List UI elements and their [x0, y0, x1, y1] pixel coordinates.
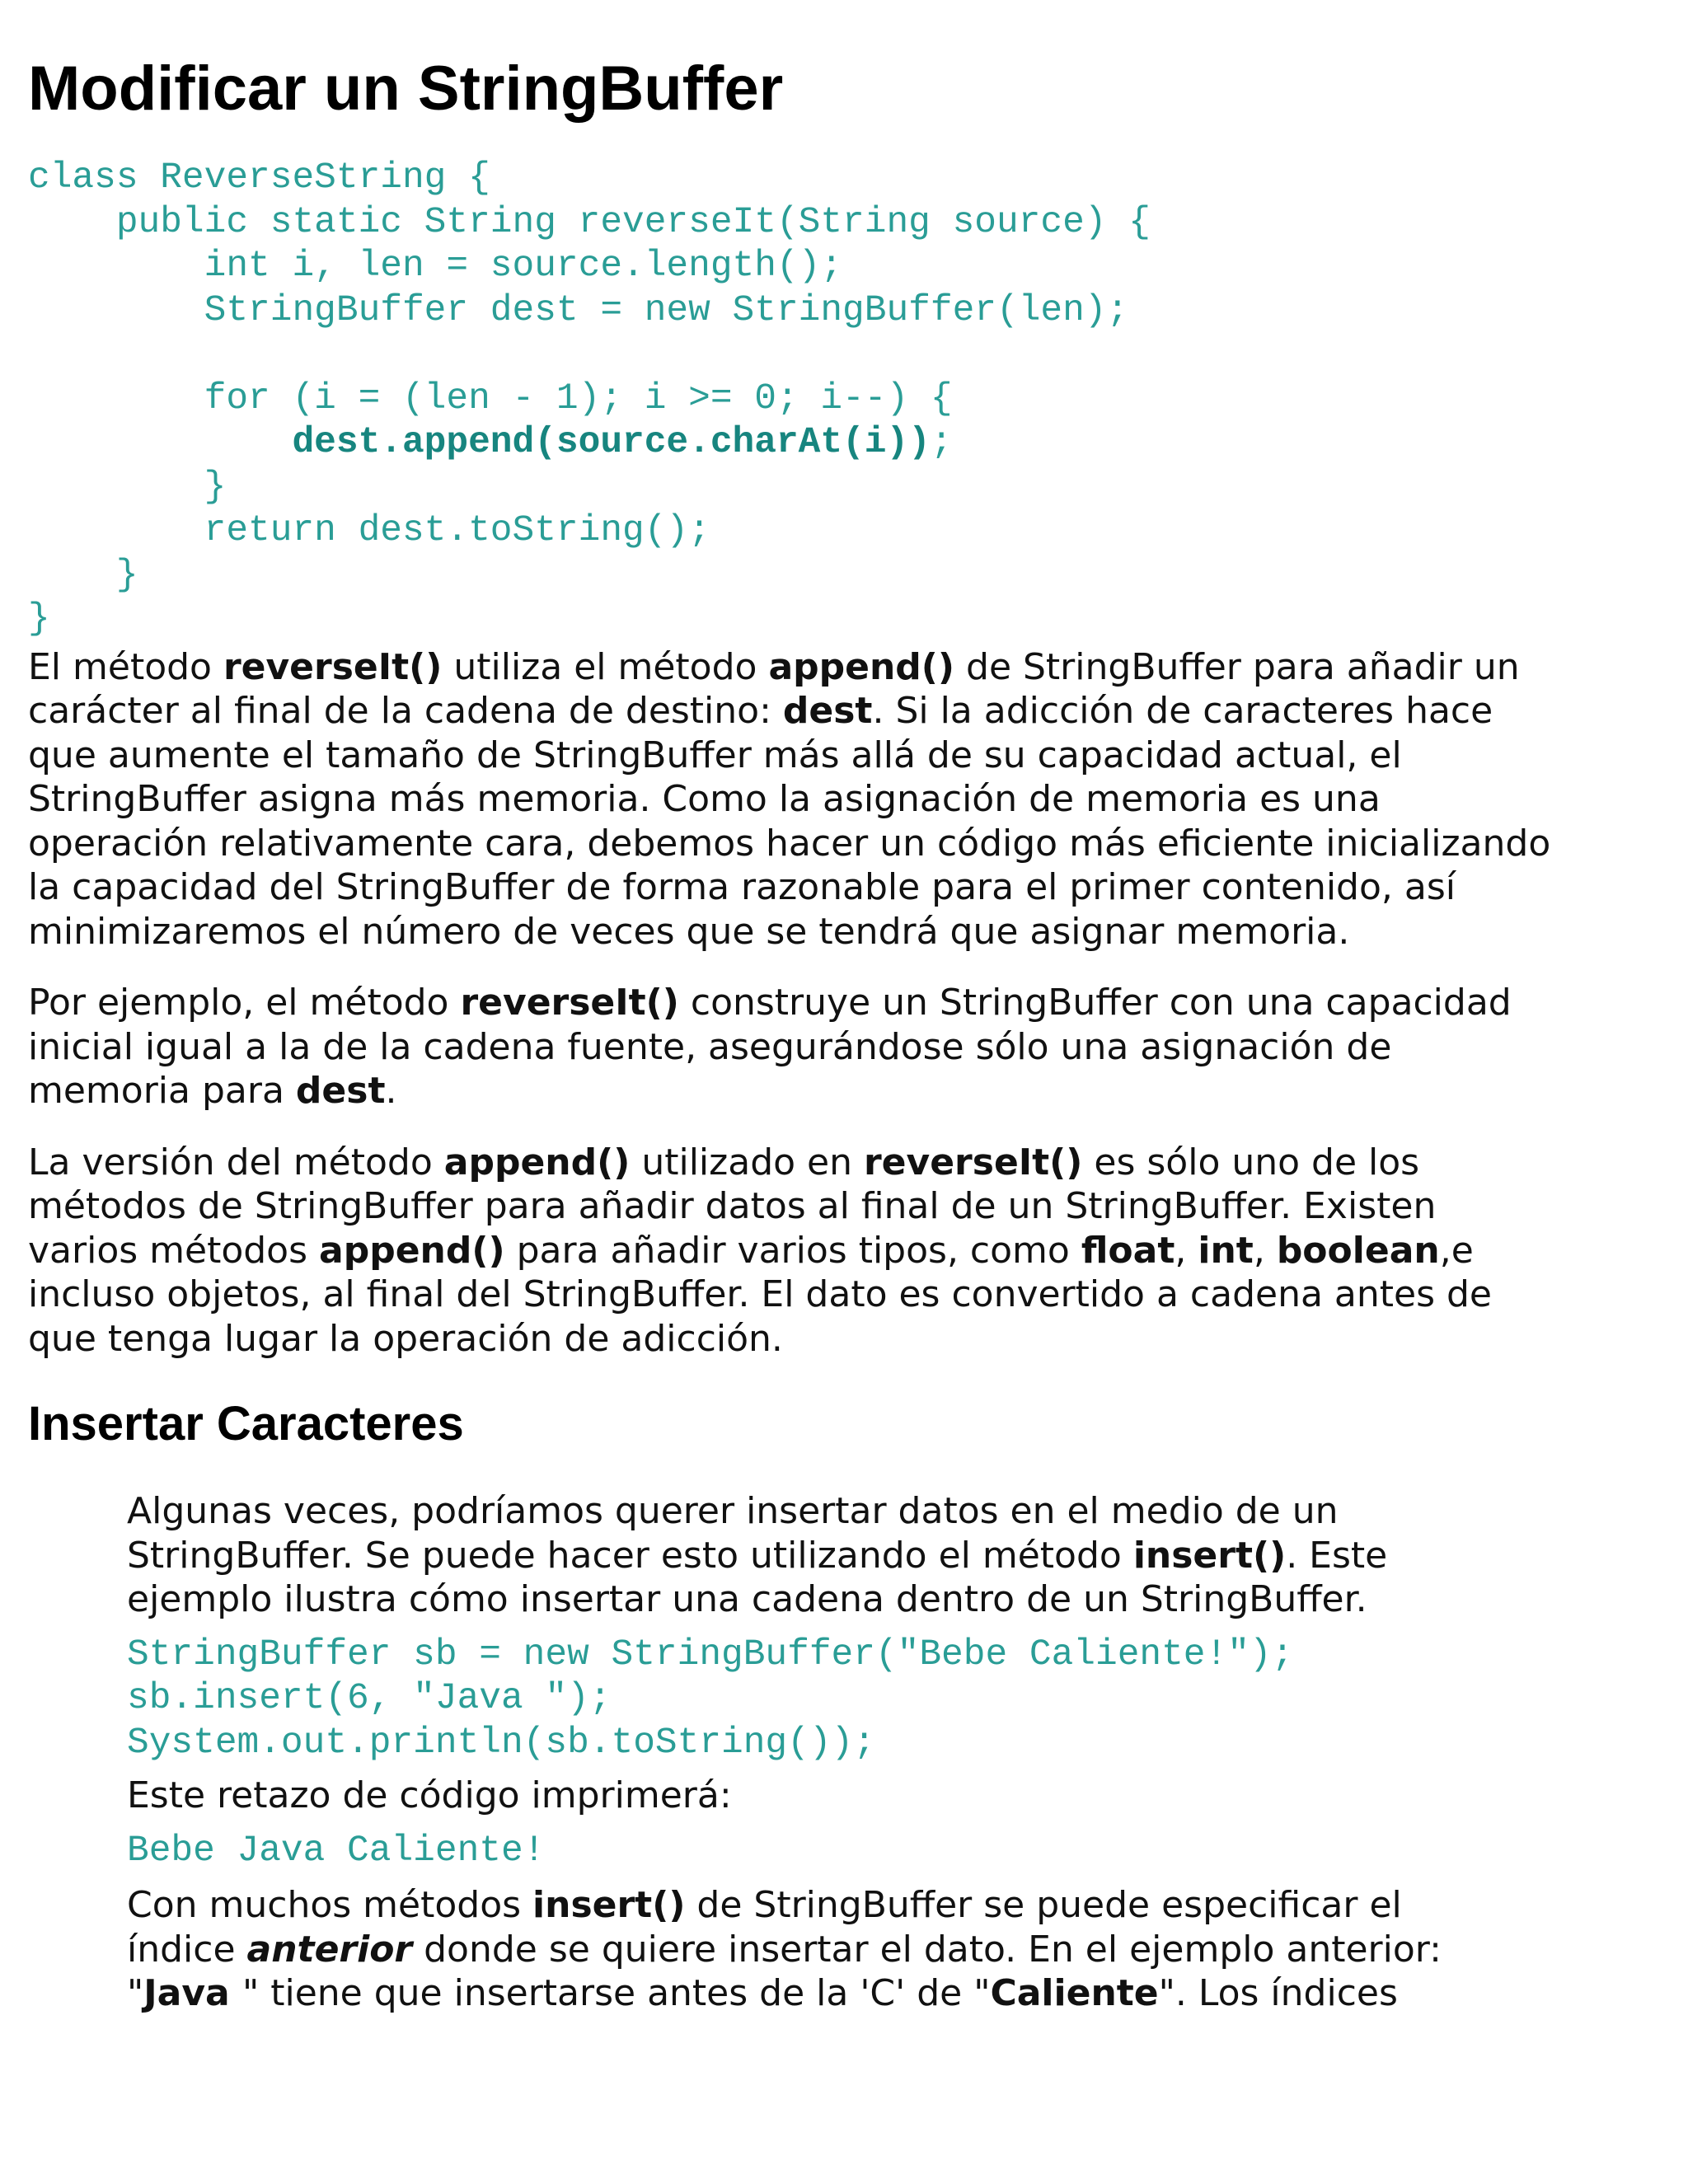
text: de StringBuffer se puede especificar el índice	[127, 1884, 1402, 1971]
text: ,e incluso objetos, al final del StringBuffer. El dato es convertido a cadena antes de que tenga lugar la operación de adicción.	[28, 1229, 1492, 1360]
bold-text: append()	[443, 1141, 631, 1183]
insert-section	[28, 1489, 1688, 2016]
code-line: sb.insert(6, "Java ");	[127, 1678, 612, 1719]
code-line: StringBuffer sb = new StringBuffer("Bebe Caliente!");	[127, 1633, 1294, 1675]
bold-text: reverseIt()	[863, 1141, 1083, 1183]
text: " tiene que insertarse antes de la 'C' de "	[242, 1972, 991, 2014]
text: ,	[1175, 1229, 1198, 1272]
paragraph-insert-intro	[127, 1489, 1688, 1622]
code-block-reverse-string	[28, 157, 1688, 642]
paragraph-append-versions	[28, 1141, 1688, 1361]
bold-text: dest	[295, 1070, 386, 1112]
section-heading-insertar: Insertar Caracteres	[28, 1397, 464, 1451]
text: donde se quiere insertar el dato. En el ejemplo anterior: "	[127, 1928, 1442, 2014]
bold-text: boolean	[1276, 1229, 1440, 1272]
code-line: StringBuffer dest = new StringBuffer(len);	[28, 289, 1129, 331]
bold-text: append()	[768, 645, 955, 688]
text: . Si la adicción de caracteres hace que aumente el tamaño de StringBuffer más allá de su capacidad actual, el StringBuffer asigna más memoria. Como la asignación de memoria es una operación relativamente cara, debemos hacer un código más eficiente inicializando la capacidad del StringBuffer de forma razonable para el primer contenido, así minimizaremos el número de veces que se tendrá que asignar memoria.	[28, 690, 1551, 953]
bold-text: reverseIt()	[460, 982, 679, 1024]
code-block-insert	[127, 1633, 1688, 1766]
code-output: Bebe Java Caliente!	[127, 1830, 546, 1872]
text: ,	[1253, 1229, 1277, 1272]
paragraph-output-intro: Este retazo de código imprimerá:	[127, 1774, 732, 1816]
paragraph-append-explanation	[28, 645, 1688, 954]
bold-text: int	[1198, 1229, 1254, 1272]
code-line: public static String reverseIt(String source) {	[28, 201, 1151, 243]
paragraph-example	[28, 981, 1688, 1113]
text: ". Los índices	[1158, 1972, 1398, 2014]
code-line: }	[28, 554, 138, 596]
code-line-end: ;	[930, 422, 953, 463]
code-line: }	[28, 466, 227, 508]
code-line: for (i = (len - 1); i >= 0; i--) {	[28, 377, 953, 419]
code-line: int i, len = source.length();	[28, 246, 843, 287]
text: utiliza el método	[442, 645, 769, 688]
code-line-indent	[28, 422, 292, 463]
bold-text: Caliente	[990, 1972, 1159, 2014]
bold-italic-text: anterior	[246, 1928, 413, 1971]
paragraph-insert-index	[127, 1883, 1688, 2016]
page-title: Modificar un StringBuffer	[28, 54, 784, 124]
text: Con muchos métodos	[127, 1884, 533, 1926]
text: La versión del método	[28, 1141, 444, 1183]
text: es sólo uno de los métodos de StringBuffer para añadir datos al final de un StringBuffer. Existen varios métodos	[28, 1141, 1437, 1272]
code-line: return dest.toString();	[28, 510, 710, 551]
bold-text: insert()	[532, 1884, 686, 1926]
text: . Este ejemplo ilustra cómo insertar una cadena dentro de un StringBuffer.	[127, 1534, 1388, 1620]
text: construye un StringBuffer con una capacidad inicial igual a la de la cadena fuente, asegurándose sólo una asignación de memoria para	[28, 982, 1512, 1112]
bold-text: float	[1081, 1229, 1175, 1272]
bold-text: Java	[143, 1972, 243, 2014]
code-highlight: dest.append(source.charAt(i))	[292, 422, 931, 463]
text: .	[385, 1070, 397, 1112]
code-line: System.out.println(sb.toString());	[127, 1722, 875, 1764]
bold-text: insert()	[1132, 1534, 1287, 1577]
text: Por ejemplo, el método	[28, 982, 461, 1024]
text: El método	[28, 645, 223, 688]
text: utilizado en	[630, 1141, 864, 1183]
bold-text: append()	[319, 1229, 505, 1272]
code-line: class ReverseString {	[28, 157, 490, 199]
text: para añadir varios tipos, como	[504, 1229, 1081, 1272]
bold-text: dest	[782, 690, 873, 732]
text: de StringBuffer para añadir un carácter al final de la cadena de destino:	[28, 645, 1520, 732]
code-line: }	[28, 598, 50, 640]
text: Algunas veces, podríamos querer insertar datos en el medio de un StringBuffer. Se puede hacer esto utilizando el método	[127, 1490, 1339, 1577]
bold-text: reverseIt()	[223, 645, 443, 688]
